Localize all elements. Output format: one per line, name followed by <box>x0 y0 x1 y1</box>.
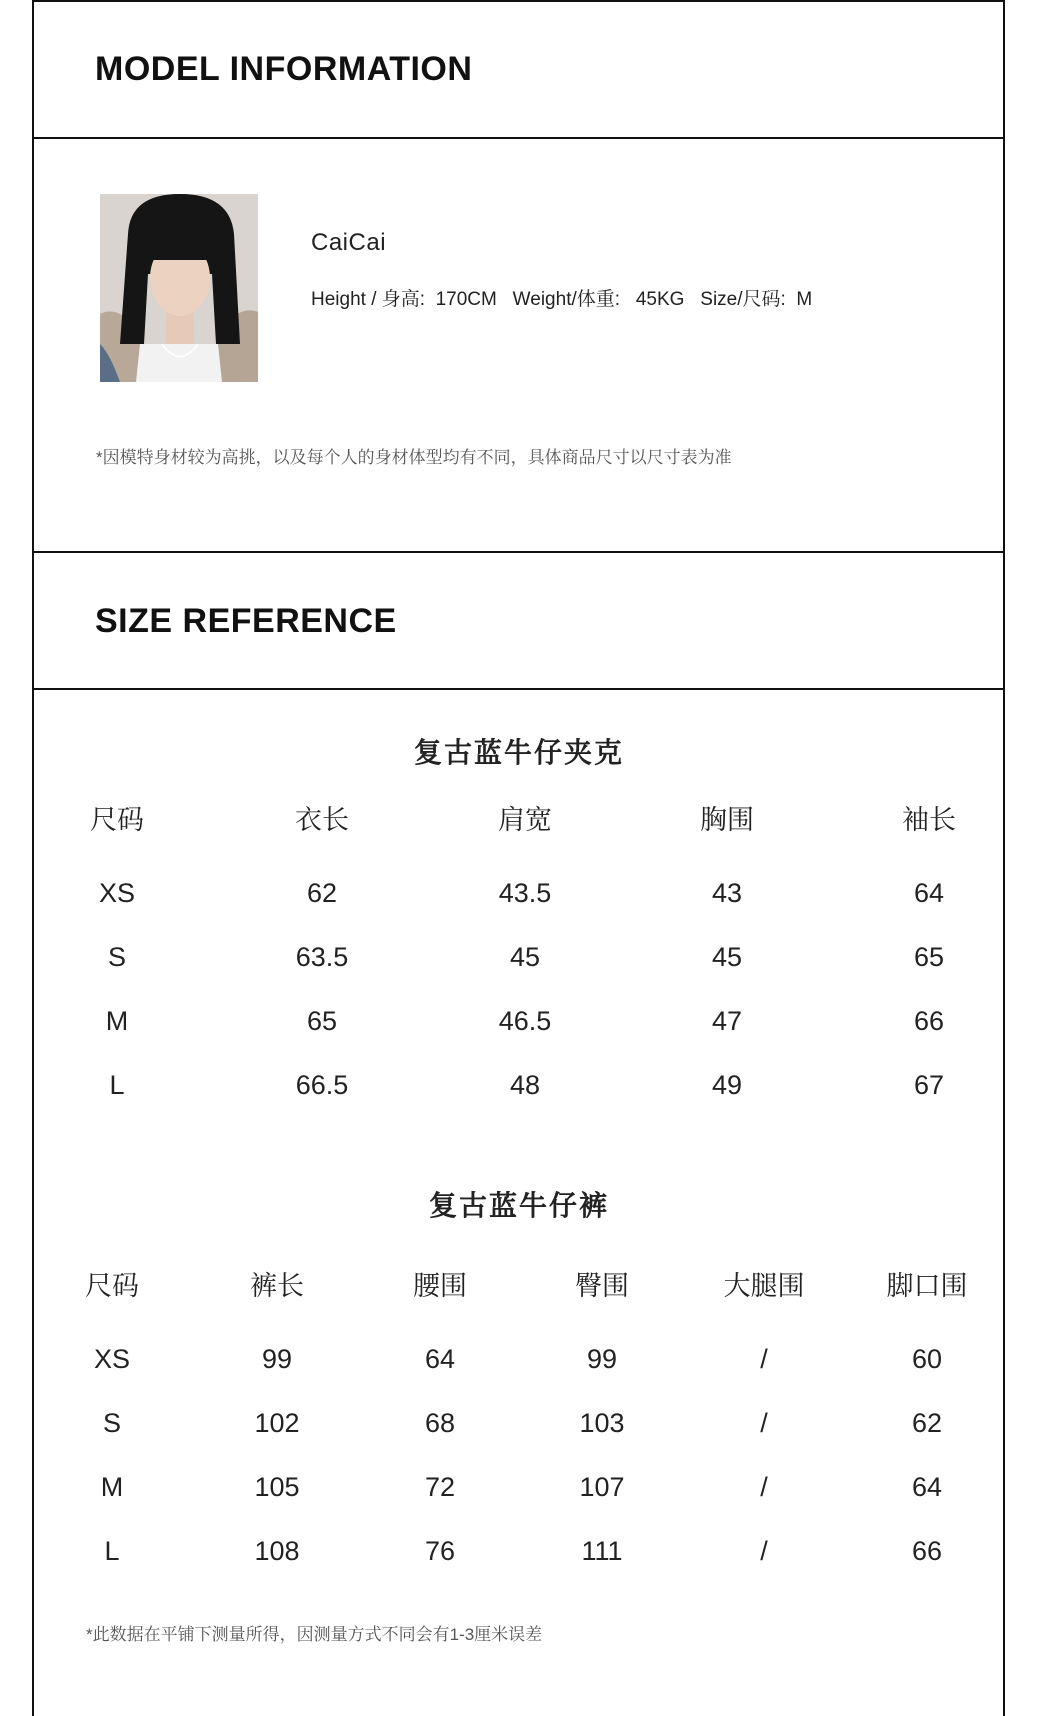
divider <box>32 0 1005 2</box>
table-value-cell: 43 <box>711 878 743 908</box>
table-value-cell: 48 <box>509 1070 541 1100</box>
table-header-cell: 腰围 <box>413 1271 467 1301</box>
table-value-cell: / <box>760 1472 768 1502</box>
table-value-cell: 62 <box>911 1408 943 1438</box>
table-header-cell: 大腿围 <box>723 1271 805 1301</box>
size-label-cell: M <box>105 1006 129 1036</box>
model-stats: Height / 身高: 170CM Weight/体重: 45KG Size/尺码: M <box>311 289 813 310</box>
table-value-cell: 105 <box>254 1472 300 1502</box>
table-value-cell: 103 <box>579 1408 625 1438</box>
table-value-cell: 63.5 <box>295 942 349 972</box>
model-section-title: MODEL INFORMATION <box>95 50 473 88</box>
size-label-cell: XS <box>93 1344 131 1374</box>
table-header-cell: 脚口围 <box>886 1271 968 1301</box>
divider <box>32 551 1005 553</box>
table-value-cell: 62 <box>306 878 338 908</box>
table-value-cell: 45 <box>711 942 743 972</box>
table-value-cell: 46.5 <box>498 1006 552 1036</box>
jacket-table-title: 复古蓝牛仔夹克 <box>413 737 624 768</box>
table-value-cell: 47 <box>711 1006 743 1036</box>
table-value-cell: 45 <box>509 942 541 972</box>
table-value-cell: 67 <box>913 1070 945 1100</box>
table-value-cell: 60 <box>911 1344 943 1374</box>
size-section-title: SIZE REFERENCE <box>95 602 397 640</box>
table-value-cell: 66.5 <box>295 1070 349 1100</box>
table-value-cell: / <box>760 1536 768 1566</box>
table-value-cell: / <box>760 1344 768 1374</box>
measure-note: *此数据在平铺下测量所得，因测量方式不同会有1-3厘米误差 <box>86 1625 543 1644</box>
table-value-cell: 66 <box>913 1006 945 1036</box>
table-value-cell: 66 <box>911 1536 943 1566</box>
size-label-cell: S <box>102 1408 121 1438</box>
table-value-cell: 111 <box>581 1536 623 1566</box>
table-header-cell: 尺码 <box>90 805 144 835</box>
table-header-cell: 衣长 <box>295 805 349 835</box>
table-header-cell: 袖长 <box>902 805 956 835</box>
table-value-cell: 49 <box>711 1070 743 1100</box>
table-value-cell: 108 <box>254 1536 300 1566</box>
divider <box>32 688 1005 690</box>
table-header-cell: 裤长 <box>250 1271 304 1301</box>
table-header-cell: 胸围 <box>700 805 754 835</box>
table-value-cell: 65 <box>306 1006 338 1036</box>
size-label-cell: L <box>109 1070 125 1100</box>
table-value-cell: 99 <box>261 1344 293 1374</box>
table-header-cell: 肩宽 <box>498 805 552 835</box>
model-note: *因模特身材较为高挑，以及每个人的身材体型均有不同，具体商品尺寸以尺寸表为准 <box>96 448 732 467</box>
table-header-cell: 尺码 <box>85 1271 139 1301</box>
table-value-cell: 72 <box>424 1472 456 1502</box>
table-value-cell: 102 <box>254 1408 300 1438</box>
table-value-cell: 64 <box>913 878 945 908</box>
table-value-cell: 76 <box>424 1536 456 1566</box>
size-label-cell: L <box>104 1536 120 1566</box>
table-value-cell: 68 <box>424 1408 456 1438</box>
table-value-cell: 99 <box>586 1344 618 1374</box>
table-value-cell: 64 <box>911 1472 943 1502</box>
table-value-cell: / <box>760 1408 768 1438</box>
table-header-cell: 臀围 <box>575 1271 629 1301</box>
table-value-cell: 107 <box>579 1472 625 1502</box>
size-label-cell: M <box>100 1472 124 1502</box>
size-label-cell: S <box>107 942 126 972</box>
table-value-cell: 65 <box>913 942 945 972</box>
model-photo <box>100 194 258 382</box>
divider <box>32 137 1005 139</box>
table-value-cell: 64 <box>424 1344 456 1374</box>
model-name: CaiCai <box>311 229 387 256</box>
pants-table-title: 复古蓝牛仔裤 <box>428 1190 609 1221</box>
table-value-cell: 43.5 <box>498 878 552 908</box>
size-label-cell: XS <box>98 878 136 908</box>
